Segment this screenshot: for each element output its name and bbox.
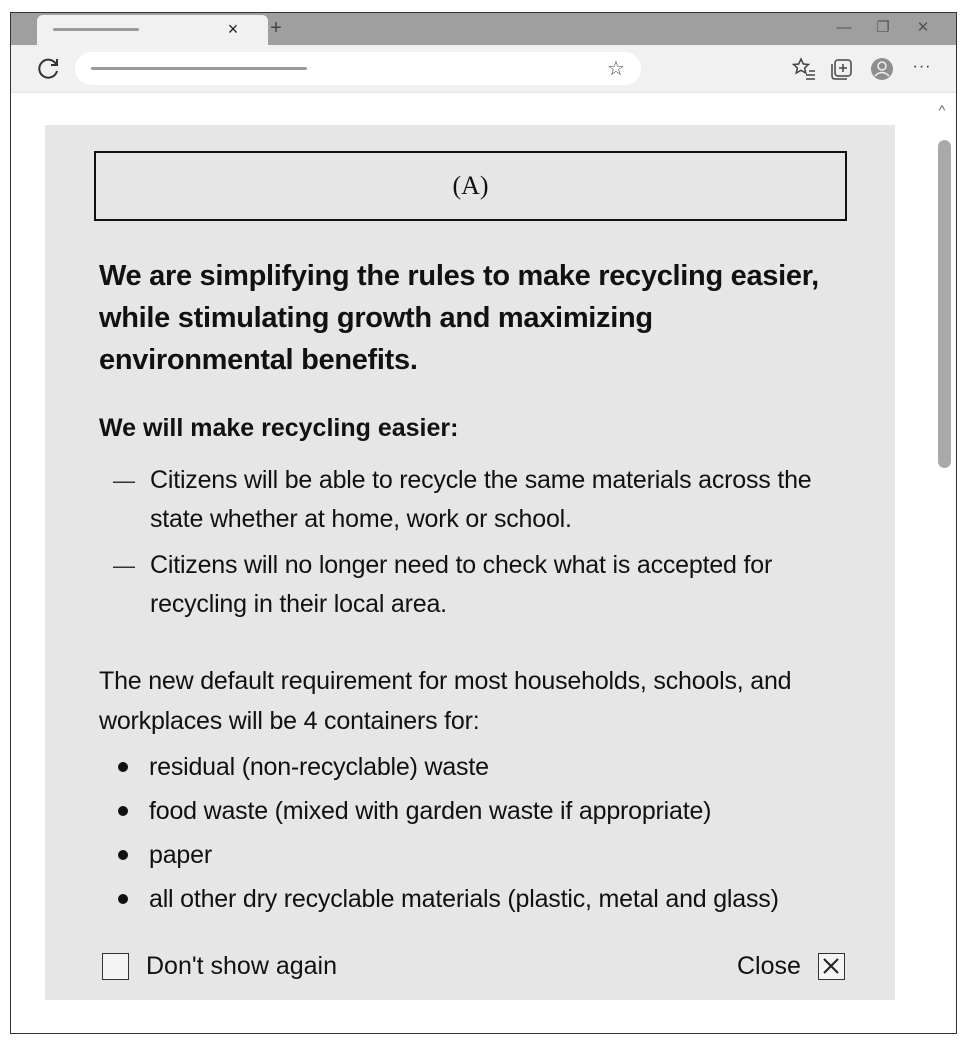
profile-icon[interactable] bbox=[869, 56, 895, 82]
dash-mark: — bbox=[113, 553, 135, 578]
container-list bbox=[99, 745, 859, 921]
more-icon[interactable]: ··· bbox=[912, 58, 932, 75]
dash-mark: — bbox=[113, 468, 135, 493]
container-list-item bbox=[99, 833, 859, 877]
close-control[interactable] bbox=[737, 951, 845, 981]
dash-item-text: Citizens will no longer need to check what is accepted for recycling in their local area. bbox=[150, 551, 773, 618]
minimize-button[interactable]: — bbox=[836, 19, 852, 36]
dont-show-label[interactable]: Don't show again bbox=[146, 951, 338, 980]
container-item-text: residual (non-recyclable) waste bbox=[149, 753, 489, 781]
container-list-item bbox=[99, 877, 859, 921]
collections-icon[interactable] bbox=[829, 56, 855, 82]
favorites-icon[interactable] bbox=[791, 56, 817, 82]
container-item-text: all other dry recyclable materials (plastic, metal and glass) bbox=[149, 885, 779, 913]
container-list-item bbox=[99, 745, 859, 789]
close-icon bbox=[821, 956, 841, 976]
tab-strip bbox=[11, 13, 956, 45]
tab-title-placeholder bbox=[53, 28, 139, 31]
url-placeholder bbox=[91, 67, 307, 70]
favorite-star-icon[interactable]: ☆ bbox=[607, 58, 625, 80]
browser-toolbar bbox=[11, 45, 956, 93]
page-viewport bbox=[11, 93, 957, 1034]
dont-show-checkbox[interactable] bbox=[102, 953, 129, 980]
close-label[interactable]: Close bbox=[737, 951, 801, 980]
dash-list-item bbox=[99, 461, 859, 539]
dash-item-text: Citizens will be able to recycle the same materials across the state whether at home, work or school. bbox=[150, 466, 812, 533]
new-tab-button[interactable]: + bbox=[270, 17, 282, 39]
requirement-paragraph: The new default requirement for most households, schools, and workplaces will be 4 containers for: bbox=[99, 667, 792, 735]
dash-list bbox=[99, 461, 859, 631]
dont-show-again[interactable] bbox=[102, 951, 337, 981]
reload-icon[interactable] bbox=[35, 55, 63, 83]
scrollbar-thumb[interactable] bbox=[938, 140, 951, 468]
container-item-text: paper bbox=[149, 841, 212, 869]
container-item-text: food waste (mixed with garden waste if appropriate) bbox=[149, 797, 712, 825]
container-list-item bbox=[99, 789, 859, 833]
dialog-subhead: We will make recycling easier: bbox=[99, 414, 459, 442]
recycling-dialog bbox=[45, 125, 895, 1000]
browser-window bbox=[10, 12, 957, 1034]
active-tab[interactable] bbox=[37, 15, 268, 45]
tab-close-icon[interactable]: × bbox=[227, 19, 239, 39]
close-button[interactable] bbox=[818, 953, 845, 980]
bullet-dot bbox=[118, 850, 128, 860]
caption-box bbox=[94, 151, 847, 221]
window-close-button[interactable]: ✕ bbox=[916, 19, 930, 36]
bullet-dot bbox=[118, 762, 128, 772]
bullet-dot bbox=[118, 806, 128, 816]
dialog-headline: We are simplifying the rules to make recycling easier, while stimulating growth and maximizing environmental benefits. bbox=[99, 260, 819, 376]
address-bar[interactable] bbox=[75, 52, 641, 85]
dash-list-item bbox=[99, 546, 859, 624]
scroll-up-icon[interactable]: ^ bbox=[938, 102, 946, 118]
bullet-dot bbox=[118, 894, 128, 904]
restore-button[interactable]: ❐ bbox=[876, 19, 890, 36]
caption-label: (A) bbox=[452, 171, 489, 200]
